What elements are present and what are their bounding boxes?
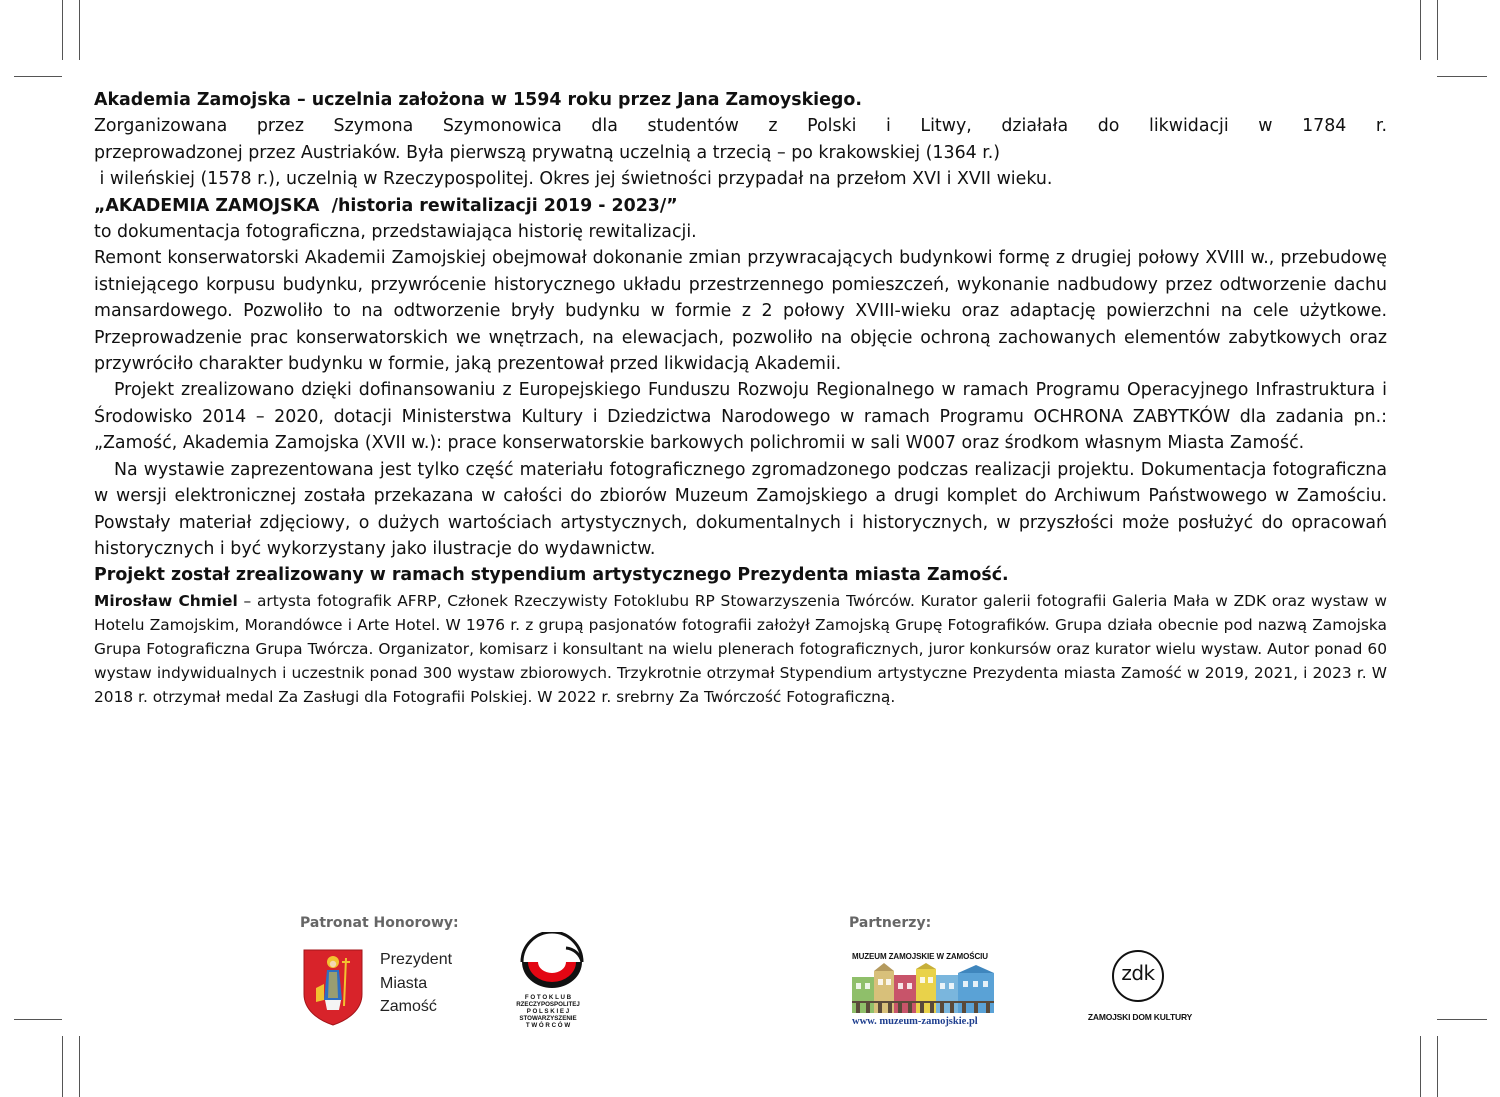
- crop-mark: [62, 1036, 63, 1097]
- patronat-label: Patronat Honorowy:: [300, 915, 459, 931]
- fotoklub-line: STOWARZYSZENIE: [519, 1015, 577, 1022]
- crop-mark: [79, 0, 80, 60]
- prezydent-line: Miasta: [380, 974, 428, 992]
- prezydent-line: Zamość: [380, 998, 437, 1015]
- crop-mark: [1420, 0, 1421, 60]
- muzeum-title: MUZEUM ZAMOJSKIE W ZAMOŚCIU: [852, 952, 988, 961]
- para-history-line-2: przeprowadzonej przez Austriaków. Była pierwszą prywatną uczelnią a trzecią – po krakowskiej (1364 r.): [94, 142, 1001, 163]
- crop-mark: [1437, 76, 1487, 77]
- author-bio: [94, 589, 1387, 709]
- zdk-mark: zdk: [1121, 961, 1155, 985]
- fotoklub-line: RZECZYPOSPOLITEJ: [516, 1001, 580, 1008]
- crop-mark: [14, 76, 62, 77]
- para-renovation: Remont konserwatorski Akademii Zamojskiej obejmował dokonanie zmian przywracających budynkowi formę z drugiej połowy XVIII w., przebudowę istniejącego korpusu budynku, przywrócenie historycznego układu przestrzennego pomieszczeń, wykonanie nadbudowy przez odtworzenie dachu mansardowego. Pozwoliło to na odtworzenie bryły budynku w formie z 2 połowy XVIII-wieku oraz adaptację powierzchni na cele użytkowe. Przeprowadzenie prac konserwatorskich we wnętrzach, na elewacjach, pozwoliło na objęcie ochroną zachowanych elementów zabytkowych oraz przywróciło charakter budynku w formie, jaką prezentował przed likwidacją Akademii.: [94, 248, 1387, 375]
- prezydent-line: Prezydent: [380, 951, 453, 968]
- crop-mark: [14, 1019, 62, 1020]
- crop-mark: [62, 0, 63, 60]
- fotoklub-emblem-icon: [514, 932, 594, 990]
- crop-mark: [1437, 0, 1438, 60]
- para-funding: Projekt zrealizowano dzięki dofinansowaniu z Europejskiego Funduszu Rozwoju Regionalnego w ramach Programu Operacyjnego Infrastruktura i Środowisko 2014 – 2020, dotacji Ministerstwa Kultury i Dziedzictwa Narodowego w ramach Programu OCHRONA ZABYTKÓW dla zadania pn.: „Zamość, Akademia Zamojska (XVII w.): prace konserwatorskie barkowych polichromii w sali W007 oraz środkom własnym Miasta Zamość.: [94, 380, 1387, 454]
- crop-mark: [79, 1036, 80, 1097]
- fotoklub-line: F O T O K L U B: [524, 994, 572, 1001]
- zdk-logo: [1080, 948, 1200, 1028]
- heading-scholarship: Projekt został zrealizowany w ramach stypendium artystycznego Prezydenta miasta Zamość.: [94, 565, 1009, 586]
- author-name: Mirosław Chmiel: [94, 591, 238, 610]
- muzeum-url[interactable]: www. muzeum-zamojskie.pl: [852, 1016, 978, 1027]
- crop-mark: [1437, 1036, 1438, 1097]
- fotoklub-line: P O L S K I E J: [526, 1008, 570, 1015]
- zamosc-coat-of-arms-icon: [302, 948, 364, 1026]
- tenement-houses-icon: [852, 963, 994, 1015]
- fotoklub-line: T W Ó R C Ó W: [525, 1022, 571, 1029]
- muzeum-zamojskie-logo: [852, 952, 994, 1028]
- author-bio-text: – artysta fotografik AFRP, Członek Rzeczywisty Fotoklubu RP Stowarzyszenia Twórców. Kurator galerii fotografii Galeria Mała w ZDK oraz wystaw w Hotelu Zamojskim, Morandówce i Arte Hotel. W 1976 r. z grupą pasjonatów fotografii założył Zamojską Grupę Fotografików. Grupa działa obecnie pod nazwą Zamojska Grupa Fotograficzna Grupa Twórcza. Organizator, komisarz i konsultant na wielu plenerach fotograficznych, juror konkursów oraz kurator wielu wystaw. Autor ponad 60 wystaw indywidualnych i uczestnik ponad 300 wystaw zbiorowych. Trzykrotnie otrzymał Stypendium artystyczne Prezydenta miasta Zamość w 2019, 2021, i 2023 r. W 2018 r. otrzymał medal Za Zasługi dla Fotografii Polskiej. W 2022 r. srebrny Za Twórczość Fotograficzną.: [94, 591, 1387, 706]
- crop-mark: [1437, 1019, 1487, 1020]
- para-history-line-3: i wileńskiej (1578 r.), uczelnią w Rzeczypospolitej. Okres jej świetności przypadał na przełom XVI i XVII wieku.: [94, 169, 1053, 190]
- para-history-line-1: Zorganizowana przez Szymona Szymonowica dla studentów z Polski i Litwy, działała do likwidacji w 1784 r.: [94, 116, 1387, 137]
- main-text: [94, 87, 1387, 709]
- para-exhibition-intro: to dokumentacja fotograficzna, przedstawiająca historię rewitalizacji.: [94, 222, 697, 243]
- heading-akademia: Akademia Zamojska – uczelnia założona w 1594 roku przez Jana Zamoyskiego.: [94, 90, 862, 110]
- prezydent-text: [380, 948, 452, 1019]
- heading-exhibition: „AKADEMIA ZAMOJSKA /historia rewitalizacji 2019 - 2023/”: [94, 195, 678, 216]
- history-section: [94, 87, 1387, 589]
- crop-mark: [1420, 1036, 1421, 1097]
- para-documentation: Na wystawie zaprezentowana jest tylko część materiału fotograficznego zgromadzonego podczas realizacji projektu. Dokumentacja fotograficzna w wersji elektronicznej została przekazana w całości do zbiorów Muzeum Zamojskiego a drugi komplet do Archiwum Państwowego w Zamościu. Powstały materiał zdjęciowy, o dużych wartościach artystycznych, dokumentalnych i historycznych, w przyszłości może posłużyć do opracowań historycznych i być wykorzystany jako ilustracje do wydawnictw.: [94, 459, 1387, 559]
- partnerzy-label: Partnerzy:: [849, 915, 932, 931]
- fotoklub-rp-logo: [514, 932, 594, 1029]
- zdk-name: ZAMOJSKI DOM KULTURY: [1087, 1012, 1193, 1022]
- fotoklub-caption: [508, 994, 588, 1029]
